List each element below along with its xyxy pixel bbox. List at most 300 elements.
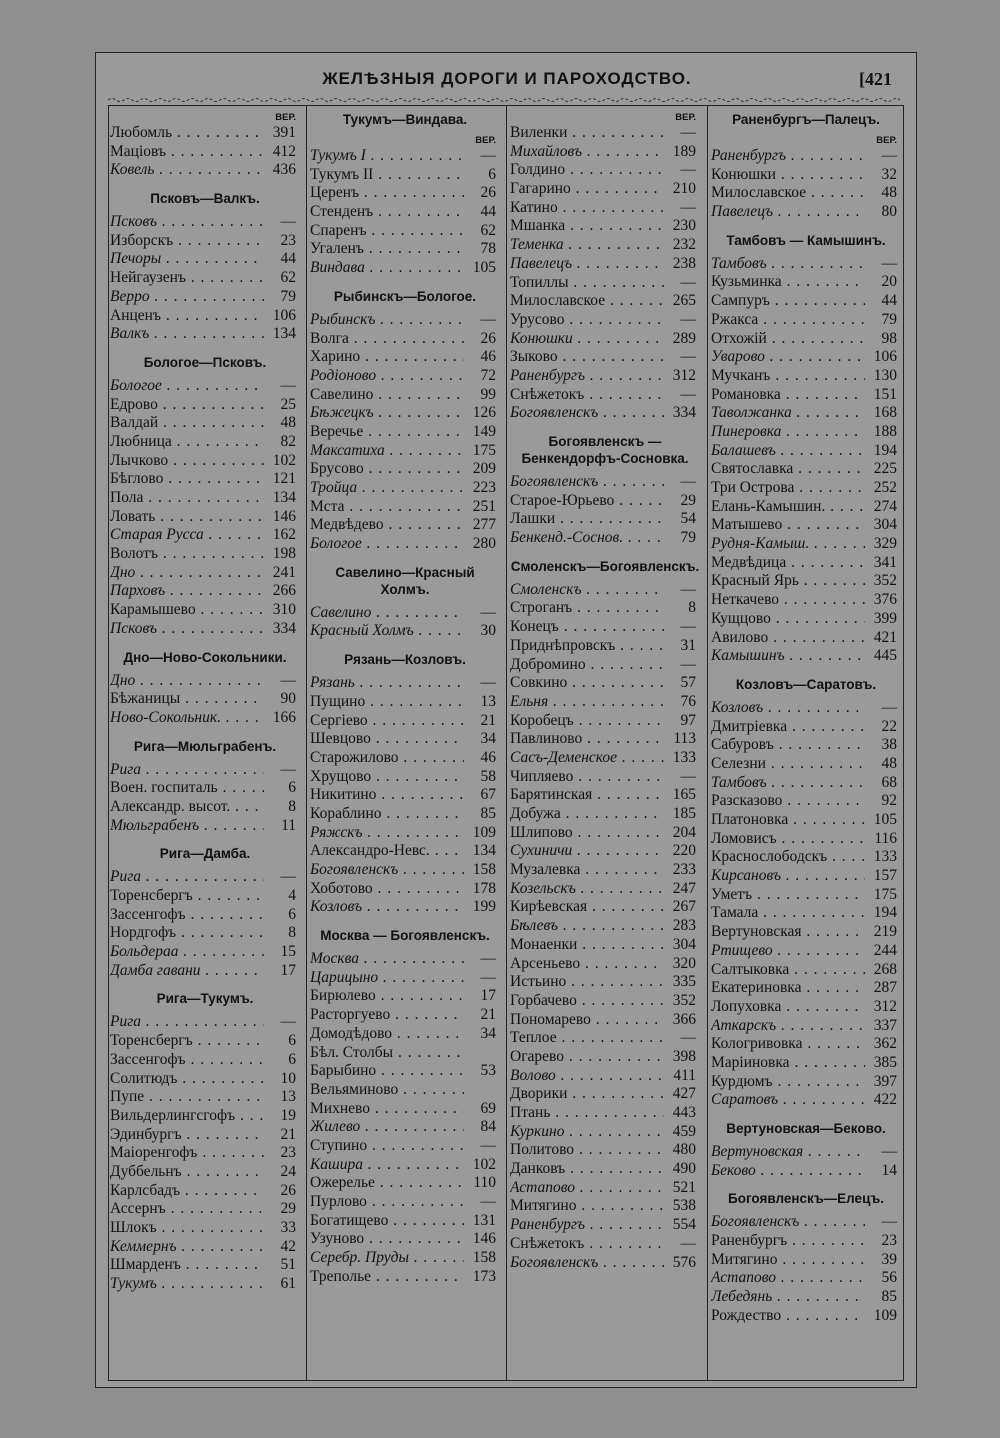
station-distance: — <box>464 950 500 969</box>
station-distance: 265 <box>664 292 700 311</box>
station-name: Кологривовка . . . <box>711 1035 865 1054</box>
station-distance: 225 <box>865 460 901 479</box>
station-row <box>510 880 700 899</box>
station-row <box>310 987 500 1006</box>
station-distance: 165 <box>664 786 700 805</box>
station-name: Лычково . . . <box>110 452 264 471</box>
station-distance: 334 <box>264 620 300 639</box>
station-name: Ожерелье . . . <box>310 1174 464 1193</box>
station-row <box>110 887 300 906</box>
station-name: Ржакса . . . <box>711 311 865 330</box>
station-row <box>711 516 901 535</box>
station-row <box>110 817 300 836</box>
station-row <box>510 861 700 880</box>
station-name: Спаренъ . . . <box>310 222 464 241</box>
station-name: Урусово . . . <box>510 311 664 330</box>
station-name: Бирюлево . . . <box>310 987 464 1006</box>
station-name: Отхожій . . . <box>711 330 865 349</box>
station-distance: 134 <box>464 842 500 861</box>
station-name: Ново-Сокольник. . . . <box>110 709 264 728</box>
station-row <box>510 1048 700 1067</box>
station-distance: 554 <box>664 1216 700 1235</box>
station-row <box>110 779 300 798</box>
station-row <box>711 886 901 905</box>
station-row <box>711 699 901 718</box>
station-distance: 312 <box>865 998 901 1017</box>
station-row <box>310 1249 500 1268</box>
station-distance: — <box>464 674 500 693</box>
section-title: Богоявленскъ—Елецъ. <box>728 1191 884 1207</box>
station-distance: 376 <box>865 591 901 610</box>
station-name: Стенденъ . . . <box>310 203 464 222</box>
station-distance: 85 <box>865 1288 901 1307</box>
station-name: Таволжанка . . . <box>711 404 865 423</box>
station-row <box>110 124 300 143</box>
station-row <box>711 572 901 591</box>
station-distance: 334 <box>664 404 700 423</box>
station-name: Брусово . . . <box>310 460 464 479</box>
station-name: Сергіево . . . <box>310 712 464 731</box>
station-distance: 335 <box>664 973 700 992</box>
station-name: Бѣжаницы . . . <box>110 690 264 709</box>
station-row <box>310 768 500 787</box>
station-name: Бѣл. Столбы . . . <box>310 1044 464 1063</box>
station-row <box>711 1017 901 1036</box>
station-distance: 185 <box>664 805 700 824</box>
station-row <box>110 377 300 396</box>
station-row <box>310 386 500 405</box>
station-row <box>510 510 700 529</box>
station-distance: 398 <box>664 1048 700 1067</box>
station-distance: 102 <box>464 1156 500 1175</box>
station-row <box>310 824 500 843</box>
station-name: Куркино . . . <box>510 1123 664 1142</box>
station-row <box>510 217 700 236</box>
station-distance: 251 <box>464 498 500 517</box>
station-name: Москва . . . <box>310 950 464 969</box>
station-distance: 162 <box>264 526 300 545</box>
station-distance: 80 <box>865 203 901 222</box>
station-distance: 19 <box>264 1107 300 1126</box>
station-name: Милославское . . . <box>510 292 664 311</box>
station-distance: — <box>464 969 500 988</box>
station-row <box>711 979 901 998</box>
station-row <box>510 898 700 917</box>
station-distance: 538 <box>664 1197 700 1216</box>
station-distance: — <box>664 124 700 143</box>
station-distance: 289 <box>664 330 700 349</box>
station-name: Маціовъ . . . <box>110 143 264 162</box>
station-row <box>510 386 700 405</box>
station-name: Богоявленскъ . . . <box>711 1213 865 1232</box>
station-name: Астапово . . . <box>510 1179 664 1198</box>
station-distance: 362 <box>865 1035 901 1054</box>
station-row <box>711 311 901 330</box>
station-distance: 173 <box>464 1268 500 1287</box>
station-name: Романовка . . . <box>711 386 865 405</box>
station-distance: 232 <box>664 236 700 255</box>
station-distance: 78 <box>464 240 500 259</box>
station-distance: — <box>664 161 700 180</box>
station-distance: 241 <box>264 564 300 583</box>
station-name: Кущцово . . . <box>711 610 865 629</box>
station-distance: 79 <box>264 288 300 307</box>
station-row <box>510 936 700 955</box>
column-divider <box>506 105 507 1381</box>
station-name: Саратовъ . . . <box>711 1091 865 1110</box>
station-row <box>310 674 500 693</box>
station-name: Нейгаузенъ . . . <box>110 269 264 288</box>
station-distance: 411 <box>664 1067 700 1086</box>
station-name: Волотъ . . . <box>110 545 264 564</box>
station-row <box>310 730 500 749</box>
station-distance: 134 <box>264 325 300 344</box>
station-name: Бологое . . . <box>310 535 464 554</box>
station-row <box>110 1219 300 1238</box>
station-row <box>510 492 700 511</box>
section-title: Савелино—Красный Холмъ. <box>335 564 475 597</box>
station-distance: — <box>664 618 700 637</box>
station-row <box>711 830 901 849</box>
station-name: Александро-Невс. . . . <box>310 842 464 861</box>
station-distance: 204 <box>664 824 700 843</box>
station-distance: — <box>865 1213 901 1232</box>
station-name: Неткачево . . . <box>711 591 865 610</box>
station-row <box>711 255 901 274</box>
station-row <box>310 1212 500 1231</box>
station-name: Данковъ . . . <box>510 1160 664 1179</box>
station-row <box>310 535 500 554</box>
station-distance: 158 <box>464 1249 500 1268</box>
station-distance: 385 <box>865 1054 901 1073</box>
station-row <box>711 535 901 554</box>
station-row <box>110 269 300 288</box>
station-row <box>110 1032 300 1051</box>
station-name: Святославка . . . <box>711 460 865 479</box>
station-name: Эдинбургъ . . . <box>110 1126 264 1145</box>
station-distance: 209 <box>464 460 500 479</box>
station-distance: 29 <box>664 492 700 511</box>
station-row <box>110 161 300 180</box>
station-row <box>310 1062 500 1081</box>
station-row <box>110 288 300 307</box>
section-title: Рига—Мюльграбенъ. <box>133 738 277 754</box>
station-name: Вертуновская . . . <box>711 923 865 942</box>
station-row <box>711 1143 901 1162</box>
station-name: Конюшки . . . <box>711 166 865 185</box>
station-row <box>711 442 901 461</box>
station-name: Совкино . . . <box>510 674 664 693</box>
station-row <box>510 236 700 255</box>
station-row <box>110 1275 300 1294</box>
station-row <box>310 969 500 988</box>
station-row <box>510 1197 700 1216</box>
station-row <box>310 842 500 861</box>
station-name: Рождество . . . <box>711 1307 865 1326</box>
station-name: Бѣжецкъ . . . <box>310 404 464 423</box>
station-distance: 38 <box>865 736 901 755</box>
station-name: Анценъ . . . <box>110 307 264 326</box>
station-distance: — <box>664 656 700 675</box>
station-distance: 310 <box>264 601 300 620</box>
station-distance: 25 <box>264 396 300 415</box>
station-row <box>510 255 700 274</box>
station-name: Кузьминка . . . <box>711 273 865 292</box>
section-title: Смоленскъ—Богоявленскъ. <box>510 558 700 574</box>
station-row <box>510 824 700 843</box>
station-row <box>310 1100 500 1119</box>
station-row <box>310 749 500 768</box>
station-distance: — <box>865 255 901 274</box>
station-distance: 11 <box>264 817 300 836</box>
station-row <box>110 798 300 817</box>
station-row <box>711 792 901 811</box>
station-distance: — <box>865 1143 901 1162</box>
station-name: Политово . . . <box>510 1141 664 1160</box>
section-title: Тукумъ—Виндава. <box>342 112 468 127</box>
station-row <box>510 768 700 787</box>
station-name: Дмитріевка . . . <box>711 718 865 737</box>
station-name: Солитюдъ . . . <box>110 1070 264 1089</box>
station-name: Лашки . . . <box>510 510 664 529</box>
section-title: Рязань—Козловъ. <box>344 652 466 668</box>
station-name: Красный Холмъ . . . <box>310 622 464 641</box>
station-row <box>510 955 700 974</box>
station-distance: 99 <box>464 386 500 405</box>
station-row <box>711 1091 901 1110</box>
station-distance: 79 <box>664 529 700 548</box>
station-row <box>510 1085 700 1104</box>
station-row <box>711 942 901 961</box>
station-distance: 8 <box>664 599 700 618</box>
station-row <box>310 348 500 367</box>
station-row <box>110 1107 300 1126</box>
station-name: Сампуръ . . . <box>711 292 865 311</box>
station-name: Рязань . . . <box>310 674 464 693</box>
station-name: Расторгуево . . . <box>310 1006 464 1025</box>
station-name: Любомль . . . <box>110 124 264 143</box>
station-name: Раненбургъ . . . <box>711 147 865 166</box>
station-row <box>310 423 500 442</box>
station-row <box>711 629 901 648</box>
station-distance: 68 <box>865 774 901 793</box>
station-name: Царицыно . . . <box>310 969 464 988</box>
station-row <box>510 124 700 143</box>
station-distance: 151 <box>865 386 901 405</box>
station-distance: 131 <box>464 1212 500 1231</box>
station-name: Барыбино . . . <box>310 1062 464 1081</box>
station-distance: 21 <box>264 1126 300 1145</box>
station-name: Козловъ . . . <box>310 898 464 917</box>
station-distance: 233 <box>664 861 700 880</box>
station-name: Михнево . . . <box>310 1100 464 1119</box>
station-name: Максатиха . . . <box>310 442 464 461</box>
station-distance: 84 <box>464 1118 500 1137</box>
station-distance: 490 <box>664 1160 700 1179</box>
station-distance: 106 <box>264 307 300 326</box>
station-name: Музалевка . . . <box>510 861 664 880</box>
station-row <box>711 998 901 1017</box>
station-name: Богоявленскъ . . . <box>510 404 664 423</box>
station-distance: 133 <box>664 749 700 768</box>
page <box>95 52 917 1388</box>
station-row <box>310 498 500 517</box>
station-name: Псковъ . . . <box>110 620 264 639</box>
station-name: Снѣжетокъ . . . <box>510 1235 664 1254</box>
station-row <box>711 348 901 367</box>
station-name: Краснослободскъ . . . <box>711 848 865 867</box>
station-name: Митягино . . . <box>510 1197 664 1216</box>
station-row <box>310 1044 500 1063</box>
verst-header: ВЕР. <box>475 135 496 146</box>
station-row <box>310 1268 500 1287</box>
station-name: Арсеньево . . . <box>510 955 664 974</box>
station-distance: — <box>264 213 300 232</box>
station-name: Ломовисъ . . . <box>711 830 865 849</box>
station-distance: 320 <box>664 955 700 974</box>
station-row <box>110 868 300 887</box>
station-distance: 436 <box>264 161 300 180</box>
station-row <box>310 1137 500 1156</box>
station-row <box>110 325 300 344</box>
station-name: Сасъ-Деменское . . . <box>510 749 664 768</box>
station-distance: — <box>264 868 300 887</box>
station-distance: 109 <box>865 1307 901 1326</box>
station-name: Торенсбергъ . . . <box>110 1032 264 1051</box>
station-name: Хрущово . . . <box>310 768 464 787</box>
station-name: Барятинская . . . <box>510 786 664 805</box>
station-distance: 230 <box>664 217 700 236</box>
station-row <box>310 805 500 824</box>
station-name: Аткарскъ . . . <box>711 1017 865 1036</box>
station-row <box>711 755 901 774</box>
station-row <box>310 693 500 712</box>
station-name: Раненбургъ . . . <box>711 1232 865 1251</box>
section-title: Вертуновская—Беково. <box>726 1121 886 1136</box>
station-distance: — <box>664 274 700 293</box>
column-divider <box>707 105 708 1381</box>
station-row <box>711 404 901 423</box>
station-row <box>110 489 300 508</box>
station-name: Раненбургъ . . . <box>510 1216 664 1235</box>
station-distance: 62 <box>464 222 500 241</box>
station-distance: 90 <box>264 690 300 709</box>
station-row <box>310 442 500 461</box>
station-name: Карамышево . . . <box>110 601 264 620</box>
station-distance: 397 <box>865 1073 901 1092</box>
station-distance: 220 <box>664 842 700 861</box>
station-name: Харино . . . <box>310 348 464 367</box>
station-distance: 4 <box>264 887 300 906</box>
station-distance: 6 <box>264 1032 300 1051</box>
section-title: Псковъ—Валкъ. <box>150 191 260 207</box>
station-distance: 23 <box>264 232 300 251</box>
station-name: Пола . . . <box>110 489 264 508</box>
station-distance: 48 <box>865 755 901 774</box>
station-name: Церенъ . . . <box>310 184 464 203</box>
station-distance: — <box>865 147 901 166</box>
station-distance: 341 <box>865 554 901 573</box>
station-row <box>711 848 901 867</box>
station-name: Рига . . . <box>110 761 264 780</box>
station-distance: 109 <box>464 824 500 843</box>
station-distance: 17 <box>464 987 500 1006</box>
station-name: Тамбовъ . . . <box>711 255 865 274</box>
station-distance: 198 <box>264 545 300 564</box>
station-row <box>110 690 300 709</box>
station-name: Теплое . . . <box>510 1029 664 1048</box>
timetable-column-2 <box>310 111 500 1286</box>
station-distance: 105 <box>464 259 500 278</box>
station-name: Хоботово . . . <box>310 880 464 899</box>
station-distance: 194 <box>865 442 901 461</box>
station-row <box>711 292 901 311</box>
verst-header: ВЕР. <box>675 112 696 123</box>
station-name: Елань-Камышин. . . . <box>711 498 865 517</box>
station-distance: — <box>464 1137 500 1156</box>
station-name: Пономарево . . . <box>510 1011 664 1030</box>
station-row <box>310 622 500 641</box>
station-name: Старожилово . . . <box>310 749 464 768</box>
station-name: Савелино . . . <box>310 604 464 623</box>
station-row <box>510 581 700 600</box>
station-distance: — <box>664 1029 700 1048</box>
station-name: Пинеровка . . . <box>711 423 865 442</box>
station-distance: 352 <box>865 572 901 591</box>
station-distance: 33 <box>264 1219 300 1238</box>
station-name: Богоявленскъ . . . <box>510 1254 664 1273</box>
station-distance: 76 <box>664 693 700 712</box>
station-name: Пурлово . . . <box>310 1193 464 1212</box>
station-name: Горбачево . . . <box>510 992 664 1011</box>
station-distance: 48 <box>264 414 300 433</box>
station-distance: 304 <box>865 516 901 535</box>
station-row <box>510 656 700 675</box>
station-distance: 21 <box>464 712 500 731</box>
station-row <box>510 917 700 936</box>
station-name: Мюльграбенъ . . . <box>110 817 264 836</box>
station-name: Бѣглово . . . <box>110 470 264 489</box>
station-row <box>310 880 500 899</box>
station-row <box>110 1256 300 1275</box>
station-name: Вертуновская . . . <box>711 1143 865 1162</box>
station-name: Курдюмъ . . . <box>711 1073 865 1092</box>
station-distance: 6 <box>264 779 300 798</box>
station-distance: 223 <box>464 479 500 498</box>
station-distance: 82 <box>264 433 300 452</box>
station-distance: 189 <box>664 143 700 162</box>
station-distance: 329 <box>865 535 901 554</box>
station-distance: 62 <box>264 269 300 288</box>
station-row <box>110 1070 300 1089</box>
column-divider <box>306 105 307 1381</box>
station-row <box>510 712 700 731</box>
station-distance: 412 <box>264 143 300 162</box>
station-name: Маріиновка . . . <box>711 1054 865 1073</box>
station-row <box>510 311 700 330</box>
station-distance: 85 <box>464 805 500 824</box>
station-row <box>711 184 901 203</box>
station-name: Раненбургъ . . . <box>510 367 664 386</box>
station-name: Жилево . . . <box>310 1118 464 1137</box>
station-distance: 252 <box>865 479 901 498</box>
station-distance: 287 <box>865 979 901 998</box>
station-row <box>510 992 700 1011</box>
station-name: Конюшки . . . <box>510 330 664 349</box>
station-distance: — <box>664 348 700 367</box>
station-row <box>711 647 901 666</box>
station-name: Бологое . . . <box>110 377 264 396</box>
